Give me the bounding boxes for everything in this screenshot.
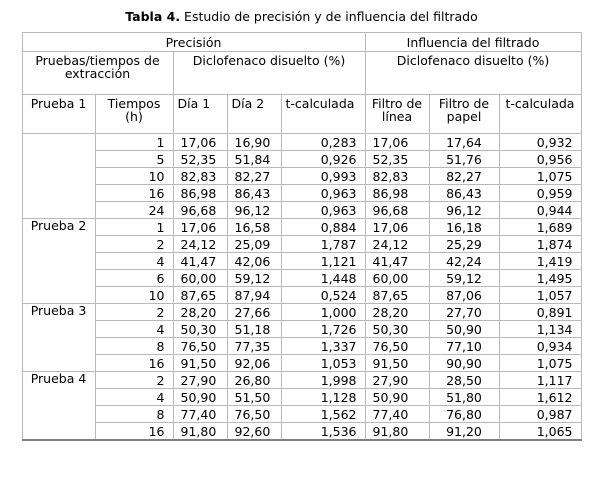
cell-tiempo: 10 [95, 287, 173, 304]
cell-filtro-linea: 17,06 [365, 219, 429, 236]
table-row [22, 321, 581, 338]
cell-filtro-linea: 28,20 [365, 304, 429, 321]
header-row-1 [22, 33, 581, 52]
table-row [22, 389, 581, 406]
cell-filtro-papel: 86,43 [429, 185, 499, 202]
cell-t-calculada: 0,524 [281, 287, 365, 304]
table-caption [0, 9, 603, 25]
cell-filtro-papel: 51,76 [429, 151, 499, 168]
cell-dia-1: 27,90 [173, 372, 227, 389]
cell-dia-1: 24,12 [173, 236, 227, 253]
cell-t-calculada-filtrado: 1,134 [499, 321, 581, 338]
table-row [22, 355, 581, 372]
cell-t-calculada: 1,000 [281, 304, 365, 321]
cell-dia-2: 51,50 [227, 389, 281, 406]
cell-tiempo: 1 [95, 134, 173, 151]
cell-dia-1: 82,83 [173, 168, 227, 185]
cell-dia-1: 86,98 [173, 185, 227, 202]
cell-filtro-papel: 17,64 [429, 134, 499, 151]
header-row-2 [22, 52, 581, 95]
caption-label: Tabla 4. [125, 9, 181, 24]
table-row [22, 185, 581, 202]
cell-dia-1: 50,90 [173, 389, 227, 406]
cell-tiempo: 10 [95, 168, 173, 185]
cell-filtro-linea: 24,12 [365, 236, 429, 253]
header-row-3 [22, 95, 581, 134]
cell-filtro-papel: 90,90 [429, 355, 499, 372]
cell-t-calculada-filtrado: 0,891 [499, 304, 581, 321]
cell-t-calculada-filtrado: 0,932 [499, 134, 581, 151]
cell-t-calculada: 1,053 [281, 355, 365, 372]
table-row [22, 253, 581, 270]
cell-filtro-linea: 17,06 [365, 134, 429, 151]
cell-dia-1: 17,06 [173, 219, 227, 236]
cell-t-calculada-filtrado: 1,117 [499, 372, 581, 389]
header-t-calculada-precision: t-calculada [281, 95, 365, 134]
cell-t-calculada-filtrado: 1,065 [499, 423, 581, 441]
header-dia-1: Día 1 [173, 95, 227, 134]
cell-filtro-linea: 91,50 [365, 355, 429, 372]
header-dia-2: Día 2 [227, 95, 281, 134]
cell-filtro-papel: 76,80 [429, 406, 499, 423]
cell-dia-1: 52,35 [173, 151, 227, 168]
cell-t-calculada: 0,926 [281, 151, 365, 168]
header-t-calculada-influencia: t-calculada [499, 95, 581, 134]
cell-dia-2: 86,43 [227, 185, 281, 202]
cell-dia-2: 16,58 [227, 219, 281, 236]
cell-dia-2: 42,06 [227, 253, 281, 270]
header-diclofenaco-precision: Diclofenaco disuelto (%) [173, 52, 365, 95]
cell-filtro-linea: 82,83 [365, 168, 429, 185]
cell-tiempo: 5 [95, 151, 173, 168]
cell-dia-2: 51,84 [227, 151, 281, 168]
header-prueba-1: Prueba 1 [22, 95, 95, 134]
prueba-label [22, 134, 95, 219]
cell-dia-2: 77,35 [227, 338, 281, 355]
caption-text: Estudio de precisión y de influencia del filtrado [180, 9, 478, 24]
cell-filtro-linea: 77,40 [365, 406, 429, 423]
cell-t-calculada-filtrado: 1,689 [499, 219, 581, 236]
header-pruebas-tiempos: Pruebas/tiempos de extracción [22, 52, 173, 95]
cell-t-calculada-filtrado: 1,419 [499, 253, 581, 270]
cell-tiempo: 16 [95, 423, 173, 441]
cell-filtro-linea: 52,35 [365, 151, 429, 168]
cell-dia-1: 96,68 [173, 202, 227, 219]
cell-filtro-linea: 27,90 [365, 372, 429, 389]
cell-filtro-papel: 25,29 [429, 236, 499, 253]
cell-filtro-papel: 96,12 [429, 202, 499, 219]
cell-dia-2: 26,80 [227, 372, 281, 389]
cell-t-calculada: 1,121 [281, 253, 365, 270]
cell-filtro-papel: 51,80 [429, 389, 499, 406]
header-diclofenaco-influencia: Diclofenaco disuelto (%) [365, 52, 581, 95]
cell-filtro-papel: 27,70 [429, 304, 499, 321]
cell-dia-2: 16,90 [227, 134, 281, 151]
header-tiempos: Tiempos (h) [95, 95, 173, 134]
cell-filtro-linea: 91,80 [365, 423, 429, 441]
cell-dia-1: 28,20 [173, 304, 227, 321]
cell-t-calculada-filtrado: 0,956 [499, 151, 581, 168]
cell-dia-2: 96,12 [227, 202, 281, 219]
cell-filtro-linea: 60,00 [365, 270, 429, 287]
cell-filtro-linea: 86,98 [365, 185, 429, 202]
cell-dia-2: 92,06 [227, 355, 281, 372]
cell-dia-2: 87,94 [227, 287, 281, 304]
cell-dia-2: 92,60 [227, 423, 281, 441]
cell-t-calculada: 0,963 [281, 202, 365, 219]
table-row [22, 270, 581, 287]
cell-tiempo: 24 [95, 202, 173, 219]
cell-dia-1: 91,50 [173, 355, 227, 372]
cell-filtro-papel: 16,18 [429, 219, 499, 236]
cell-t-calculada: 1,337 [281, 338, 365, 355]
cell-filtro-papel: 82,27 [429, 168, 499, 185]
header-filtro-papel: Filtro de papel [429, 95, 499, 134]
cell-t-calculada: 0,884 [281, 219, 365, 236]
cell-t-calculada-filtrado: 0,959 [499, 185, 581, 202]
cell-dia-1: 76,50 [173, 338, 227, 355]
cell-dia-1: 77,40 [173, 406, 227, 423]
cell-filtro-papel: 77,10 [429, 338, 499, 355]
cell-filtro-linea: 50,30 [365, 321, 429, 338]
table-row [22, 219, 581, 236]
cell-tiempo: 16 [95, 185, 173, 202]
table-row [22, 287, 581, 304]
table-row [22, 372, 581, 389]
table-row [22, 236, 581, 253]
cell-tiempo: 4 [95, 389, 173, 406]
cell-tiempo: 8 [95, 338, 173, 355]
table-row [22, 406, 581, 423]
cell-filtro-linea: 50,90 [365, 389, 429, 406]
cell-tiempo: 6 [95, 270, 173, 287]
cell-t-calculada: 1,562 [281, 406, 365, 423]
cell-t-calculada-filtrado: 0,934 [499, 338, 581, 355]
cell-t-calculada-filtrado: 1,874 [499, 236, 581, 253]
cell-t-calculada-filtrado: 0,987 [499, 406, 581, 423]
cell-tiempo: 2 [95, 372, 173, 389]
cell-t-calculada-filtrado: 1,075 [499, 355, 581, 372]
prueba-label: Prueba 2 [22, 219, 95, 304]
table-row [22, 423, 581, 441]
cell-t-calculada: 0,993 [281, 168, 365, 185]
cell-dia-2: 25,09 [227, 236, 281, 253]
cell-filtro-papel: 59,12 [429, 270, 499, 287]
header-influencia: Influencia del filtrado [365, 33, 581, 52]
cell-dia-2: 76,50 [227, 406, 281, 423]
header-precision: Precisión [22, 33, 365, 52]
cell-filtro-linea: 76,50 [365, 338, 429, 355]
cell-t-calculada-filtrado: 1,075 [499, 168, 581, 185]
cell-dia-2: 59,12 [227, 270, 281, 287]
cell-t-calculada-filtrado: 1,495 [499, 270, 581, 287]
cell-dia-1: 17,06 [173, 134, 227, 151]
cell-t-calculada: 1,726 [281, 321, 365, 338]
cell-t-calculada: 0,963 [281, 185, 365, 202]
cell-filtro-papel: 91,20 [429, 423, 499, 441]
cell-tiempo: 4 [95, 253, 173, 270]
cell-t-calculada: 1,448 [281, 270, 365, 287]
cell-dia-1: 91,80 [173, 423, 227, 441]
cell-dia-1: 50,30 [173, 321, 227, 338]
table-row [22, 304, 581, 321]
table-row [22, 202, 581, 219]
cell-dia-2: 27,66 [227, 304, 281, 321]
cell-filtro-papel: 87,06 [429, 287, 499, 304]
table-row [22, 151, 581, 168]
cell-filtro-linea: 87,65 [365, 287, 429, 304]
cell-tiempo: 8 [95, 406, 173, 423]
cell-t-calculada: 0,283 [281, 134, 365, 151]
table-row [22, 134, 581, 151]
cell-filtro-papel: 42,24 [429, 253, 499, 270]
cell-filtro-linea: 41,47 [365, 253, 429, 270]
cell-tiempo: 2 [95, 236, 173, 253]
cell-filtro-papel: 28,50 [429, 372, 499, 389]
cell-dia-2: 82,27 [227, 168, 281, 185]
cell-dia-2: 51,18 [227, 321, 281, 338]
cell-tiempo: 2 [95, 304, 173, 321]
cell-dia-1: 60,00 [173, 270, 227, 287]
header-filtro-linea: Filtro de línea [365, 95, 429, 134]
cell-t-calculada-filtrado: 1,612 [499, 389, 581, 406]
cell-t-calculada: 1,536 [281, 423, 365, 441]
table-row [22, 168, 581, 185]
cell-tiempo: 16 [95, 355, 173, 372]
cell-t-calculada-filtrado: 0,944 [499, 202, 581, 219]
cell-tiempo: 1 [95, 219, 173, 236]
table-row [22, 338, 581, 355]
prueba-label: Prueba 4 [22, 372, 95, 441]
cell-filtro-linea: 96,68 [365, 202, 429, 219]
cell-t-calculada: 1,787 [281, 236, 365, 253]
data-table [22, 32, 582, 441]
cell-t-calculada: 1,998 [281, 372, 365, 389]
prueba-label: Prueba 3 [22, 304, 95, 372]
cell-tiempo: 4 [95, 321, 173, 338]
cell-t-calculada-filtrado: 1,057 [499, 287, 581, 304]
cell-filtro-papel: 50,90 [429, 321, 499, 338]
cell-dia-1: 41,47 [173, 253, 227, 270]
cell-t-calculada: 1,128 [281, 389, 365, 406]
cell-dia-1: 87,65 [173, 287, 227, 304]
